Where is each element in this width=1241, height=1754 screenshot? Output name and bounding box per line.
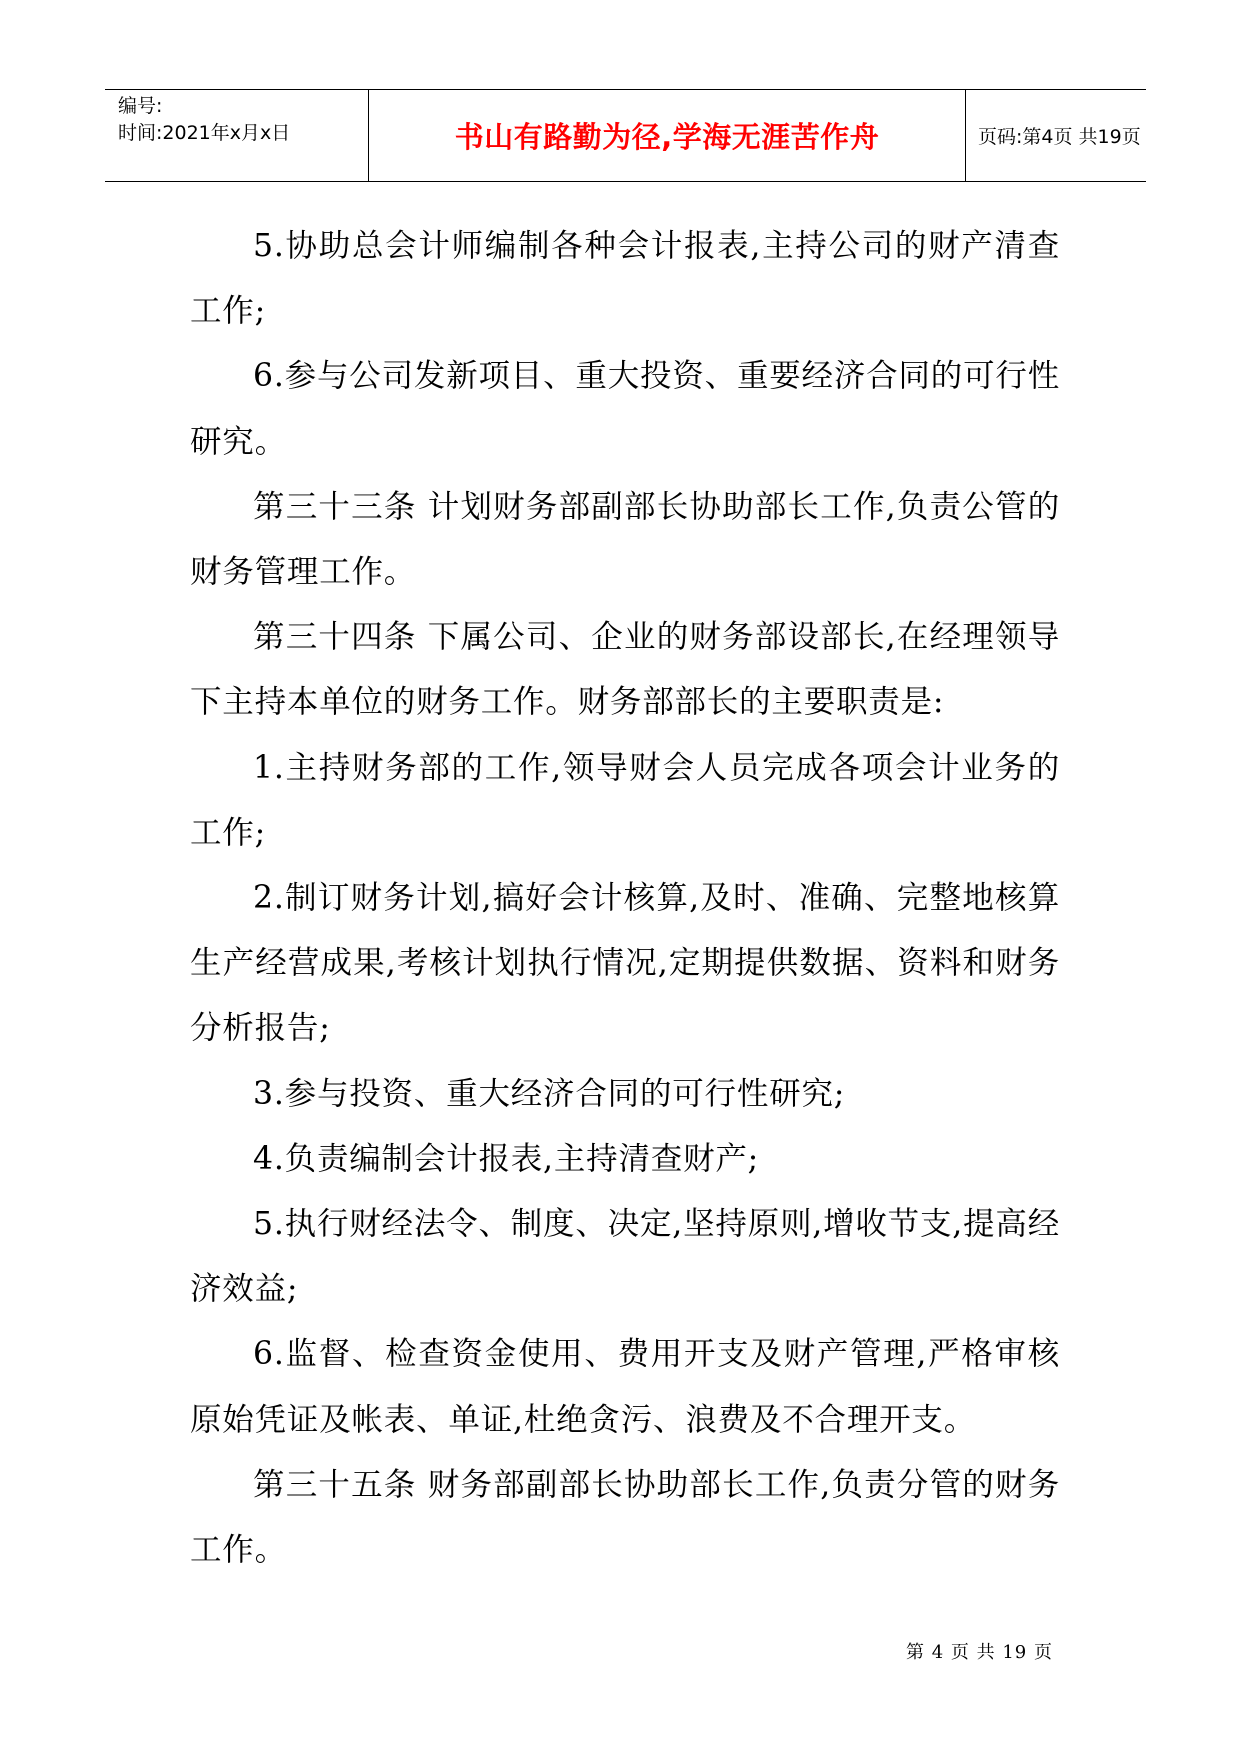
paragraph: 6.参与公司发新项目、重大投资、重要经济合同的可行性研究。 bbox=[190, 358, 1060, 460]
document-date: 时间:2021年x月x日 bbox=[118, 122, 291, 144]
document-body bbox=[190, 214, 1060, 1583]
header-motto-cell bbox=[369, 90, 966, 181]
paragraph: 3.参与投资、重大经济合同的可行性研究; bbox=[253, 1075, 846, 1112]
paragraph: 4.负责编制会计报表,主持清查财产; bbox=[253, 1140, 760, 1177]
paragraph: 2.制订财务计划,搞好会计核算,及时、准确、完整地核算生产经营成果,考核计划执行情况,定期提供数据、资料和财务分析报告; bbox=[190, 880, 1060, 1047]
paragraph: 第三十三条 计划财务部副部长协助部长工作,负责公管的财务管理工作。 bbox=[190, 488, 1060, 591]
paragraph: 6.监督、检查资金使用、费用开支及财产管理,严格审核原始凭证及帐表、单证,杜绝贪污、浪费及不合理开支。 bbox=[190, 1336, 1060, 1438]
header-motto: 书山有路勤为径,学海无涯苦作舟 bbox=[454, 120, 880, 154]
header-meta-cell bbox=[105, 90, 369, 181]
paragraph: 5.协助总会计师编制各种会计报表,主持公司的财产清查工作; bbox=[190, 228, 1060, 330]
paragraph: 第三十五条 财务部副部长协助部长工作,负责分管的财务工作。 bbox=[190, 1466, 1060, 1569]
document-number-label: 编号: bbox=[118, 95, 163, 117]
header-page-info: 页码:第4页 共19页 bbox=[978, 126, 1141, 148]
paragraph: 1.主持财务部的工作,领导财会人员完成各项会计业务的工作; bbox=[190, 749, 1060, 851]
page-header bbox=[105, 89, 1146, 182]
paragraph: 第三十四条 下属公司、企业的财务部设部长,在经理领导下主持本单位的财务工作。财务部部长的主要职责是: bbox=[190, 619, 1060, 721]
page-footer: 第 4 页 共 19 页 bbox=[906, 1642, 1053, 1663]
paragraph: 5.执行财经法令、制度、决定,坚持原则,增收节支,提高经济效益; bbox=[190, 1206, 1060, 1308]
